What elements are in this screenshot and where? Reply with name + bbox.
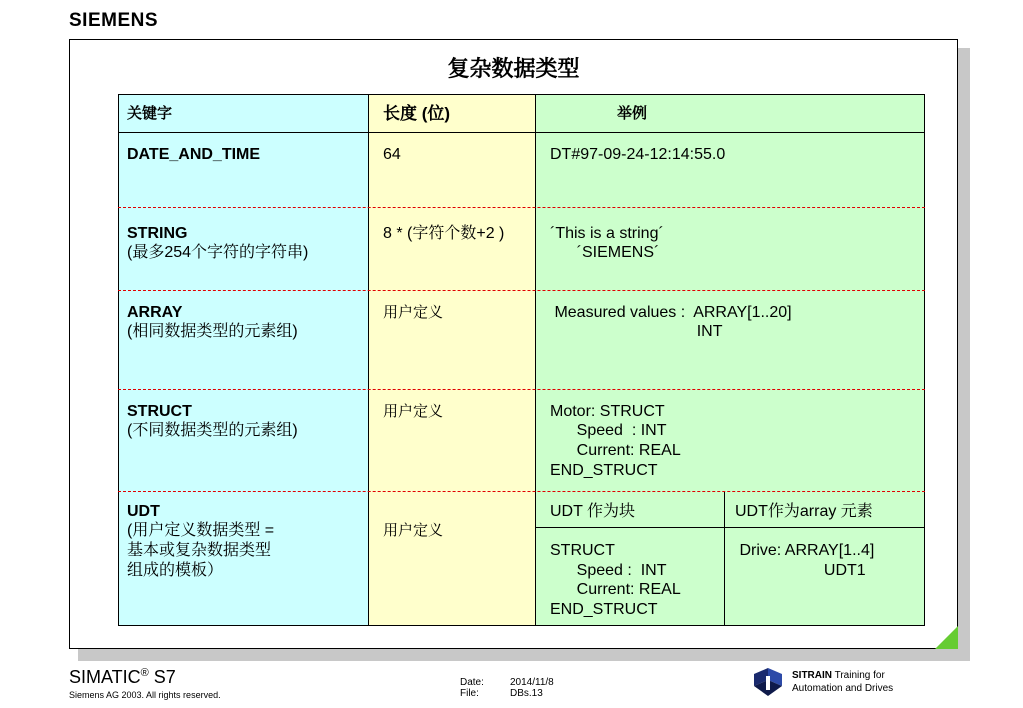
row-divider xyxy=(118,207,925,208)
udt-block-line2: Speed : INT xyxy=(550,562,667,579)
length-string: 8 * (字符个数+2 ) xyxy=(383,225,505,242)
udt-block-header: UDT 作为块 xyxy=(550,503,636,520)
desc-udt-line3: 组成的模板） xyxy=(127,562,224,579)
length-date-and-time: 64 xyxy=(383,146,401,163)
keyword-string: STRING xyxy=(127,225,188,242)
udt-block-line3: Current: REAL xyxy=(550,581,681,598)
sitrain-logo-icon xyxy=(752,666,784,703)
sitrain-text: SITRAIN Training for Automation and Drives xyxy=(792,670,894,694)
desc-string: (最多254个字符的字符串) xyxy=(127,244,309,261)
desc-udt-line1: (用户定义数据类型 = xyxy=(127,522,275,539)
slide-title: 复杂数据类型 xyxy=(447,57,580,82)
example-struct-line1: Motor: STRUCT xyxy=(550,403,665,420)
udt-sub-divider xyxy=(724,492,725,625)
row-divider xyxy=(118,491,925,492)
footer-product: SIMATIC® S7 xyxy=(69,667,176,687)
file-value: DBs.13 xyxy=(510,688,543,699)
file-label: File: xyxy=(460,688,479,699)
udt-array-header: UDT作为array 元素 xyxy=(735,503,873,520)
udt-header-divider xyxy=(536,527,925,528)
header-keyword: 关键字 xyxy=(127,104,173,122)
header-length: 长度 (位) xyxy=(383,104,451,123)
length-array: 用户定义 xyxy=(383,303,444,321)
row-divider xyxy=(118,290,925,291)
length-struct: 用户定义 xyxy=(383,402,444,420)
example-struct-line3: Current: REAL xyxy=(550,442,681,459)
length-column xyxy=(369,94,536,626)
udt-array-line2: UDT1 xyxy=(735,562,866,579)
keyword-date-and-time: DATE_AND_TIME xyxy=(127,146,261,163)
desc-udt-line2: 基本或复杂数据类型 xyxy=(127,542,272,559)
siemens-logo: SIEMENS xyxy=(69,10,159,31)
header-divider xyxy=(118,132,925,133)
date-value: 2014/11/8 xyxy=(510,677,554,688)
length-udt: 用户定义 xyxy=(383,521,444,539)
example-array-line1: Measured values : ARRAY[1..20] xyxy=(550,304,792,321)
example-string-line2: ´SIEMENS´ xyxy=(550,244,660,261)
keyword-struct: STRUCT xyxy=(127,403,192,420)
keyword-udt: UDT xyxy=(127,503,160,520)
footer-copyright: Siemens AG 2003. All rights reserved. xyxy=(69,690,221,700)
desc-struct: (不同数据类型的元素组) xyxy=(127,422,298,439)
example-date-and-time: DT#97-09-24-12:14:55.0 xyxy=(550,146,726,163)
keyword-array: ARRAY xyxy=(127,304,183,321)
udt-block-line4: END_STRUCT xyxy=(550,601,658,618)
example-struct-line4: END_STRUCT xyxy=(550,462,658,479)
example-struct-line2: Speed : INT xyxy=(550,422,667,439)
header-example: 举例 xyxy=(617,104,648,122)
corner-triangle xyxy=(935,626,958,649)
udt-array-line1: Drive: ARRAY[1..4] xyxy=(735,542,875,559)
example-array-line2: INT xyxy=(550,323,723,340)
row-divider xyxy=(118,389,925,390)
example-string-line1: ´This is a string´ xyxy=(550,225,664,242)
date-label: Date: xyxy=(460,677,484,688)
desc-array: (相同数据类型的元素组) xyxy=(127,323,298,340)
udt-block-line1: STRUCT xyxy=(550,542,615,559)
